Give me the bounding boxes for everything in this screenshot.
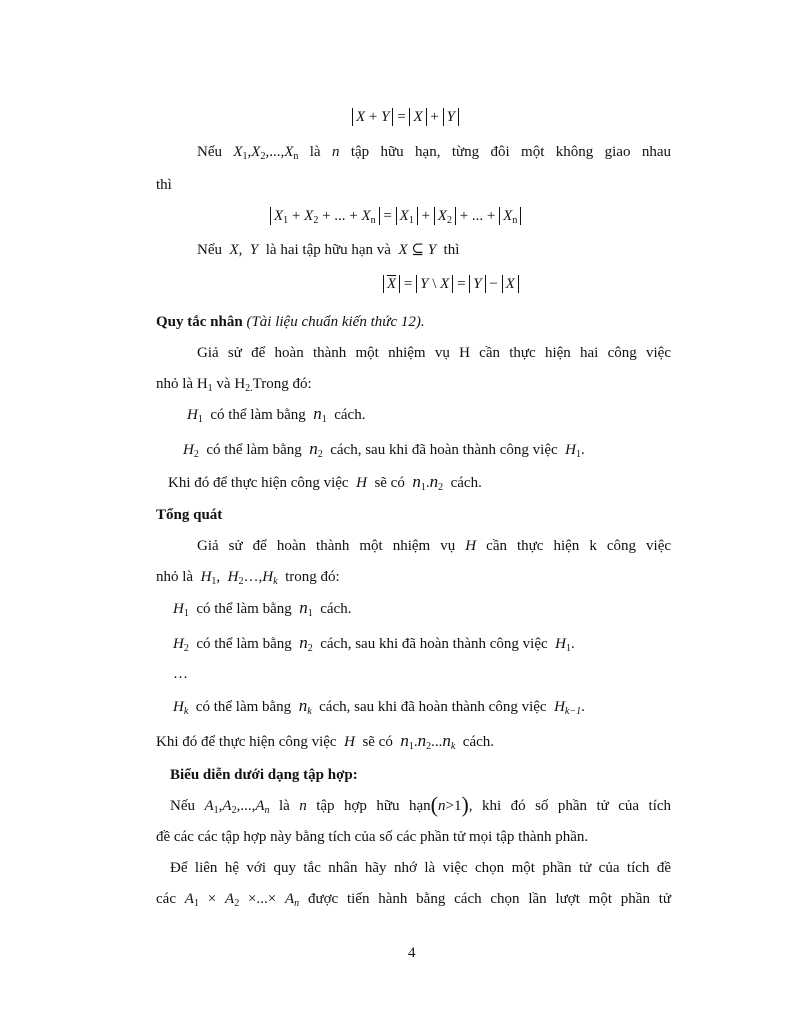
formula-sum-two-sets: X + Y = X + Y: [352, 107, 459, 127]
product-rule-item-h2: $H_2$ có thể làm bằng $n_2$ cách, sau khi đã hoàn thành công việc $H_1$.: [183, 439, 585, 460]
product-rule-intro-line2: nhỏ là $H_1$ và $H_{2.}Trong$ đó:: [156, 376, 312, 394]
general-item-h1: $H_1$ có thể làm bằng $n_1$ cách.: [173, 598, 352, 619]
product-rule-item-h1: $H_1$ có thể làm bằng $n_1$ cách.: [187, 404, 366, 425]
set-form-line4: các $A_1 \times A_2$ ×...× $A_n$ được tiến hành bằng cách chọn lần lượt một phần tử: [156, 891, 672, 909]
heading-general: Tổng quát: [156, 507, 223, 523]
set-form-line3: Để liên hệ với quy tắc nhân hãy nhớ là việc chọn một phần tử của tích đề: [170, 860, 671, 876]
formula-sum-n-sets: $X_1 + X_2$ + ... + $X_n = X_1 + X_2$ + ... + $X_n$: [270, 206, 521, 226]
set-form-line1: Nếu $A_1,A_2,...,A_n$ là n tập hợp hữu hạn(n>1), khi đó số phần tử của tích: [170, 792, 672, 817]
general-item-h2: $H_2$ có thể làm bằng $n_2$ cách, sau khi đã hoàn thành công việc $H_1$.: [173, 633, 575, 654]
paragraph-subset: Nếu X, Y là hai tập hữu hạn và X ⊆ Y thì: [197, 242, 460, 258]
paragraph-continuation: thì: [156, 177, 172, 193]
general-intro-line1: Giả sử để hoàn thành một nhiệm vụ H cần thực hiện k công việc: [197, 538, 672, 554]
general-item-ellipsis: …: [173, 666, 188, 682]
formula-complement: $\overline{X} = Y$ \ X = Y − X: [383, 274, 519, 294]
paragraph-n-disjoint-sets: Nếu $X_1,X_2,...,X_n$ là n tập hữu hạn, từng đôi một không giao nhau: [197, 144, 671, 162]
general-item-hk: $H_k$ có thể làm bằng $n_k$ cách, sau khi đã hoàn thành công việc $H_{k-1}$.: [173, 696, 585, 717]
heading-set-representation: Biểu diễn dưới dạng tập hợp:: [170, 767, 358, 783]
general-intro-line2: nhỏ là $H_1$, $H_2\dots,H_k$ trong đó:: [156, 569, 340, 587]
set-form-line2: đề các các tập hợp này bằng tích của số các phần tử mọi tập thành phần.: [156, 829, 589, 845]
product-rule-intro-line1: Giả sử để hoàn thành một nhiệm vụ H cần thực hiện hai công việc: [197, 345, 671, 361]
page-number: 4: [408, 945, 416, 961]
general-conclusion: Khi đó để thực hiện công việc H sẽ có $n_1.n_2...n_k$ cách.: [156, 731, 495, 752]
heading-product-rule: Quy tắc nhân (Tài liệu chuẩn kiến thức 12).: [156, 314, 425, 330]
product-rule-conclusion: Khi đó để thực hiện công việc H sẽ có $n_1.n_2$ cách.: [168, 472, 482, 493]
